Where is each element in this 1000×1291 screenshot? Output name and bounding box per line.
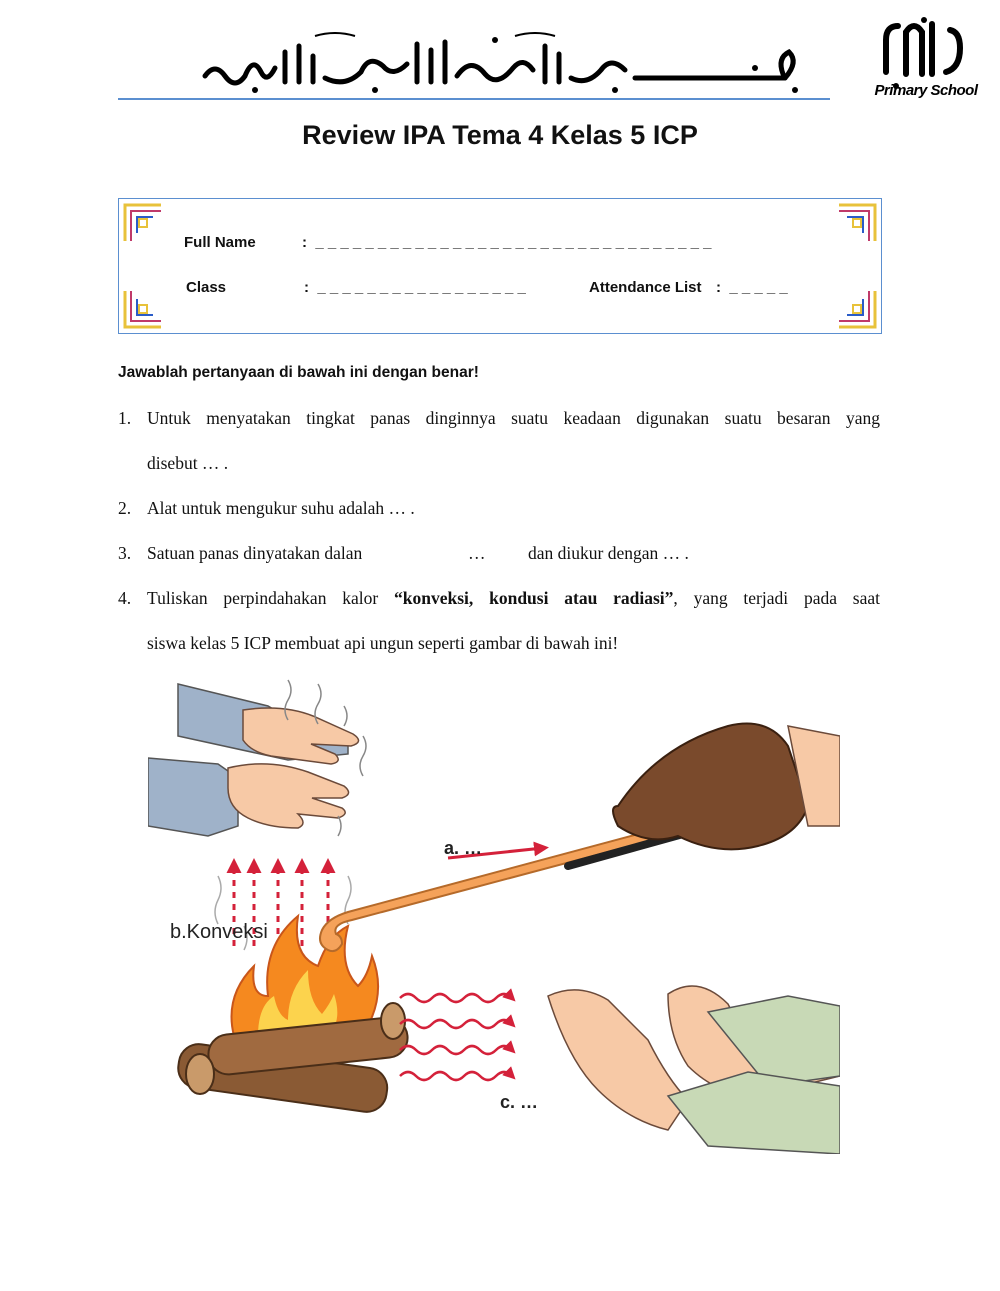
question-1 [118,408,880,478]
question-text-part1: Satuan panas dinyatakan dalan [147,543,363,563]
student-identity-box [118,198,882,334]
hands-over-fire [148,680,366,836]
full-name-field[interactable]: : _ _ _ _ _ _ _ _ _ _ _ _ _ _ _ _ _ _ _ _ _ _ _ _ _ _ _ _ _ _ _ _ [302,234,712,251]
attendance-field[interactable]: : _ _ _ _ _ [716,279,788,296]
question-text-part1: Tuliskan perpindahakan kalor [147,588,379,608]
question-keywords: “konveksi, kondusi atau radiasi” [394,588,674,608]
attendance-label: Attendance List [589,279,702,296]
question-2 [118,498,880,524]
question-number: 1. [118,408,132,428]
class-label: Class [186,279,227,296]
hands-near-fire [548,986,840,1154]
instruction-text: Jawablah pertanyaan di bawah ini dengan benar! [118,364,479,381]
header-divider [118,98,830,100]
question-text-line1: Untuk menyatakan tingkat panas dinginnya suatu keadaan digunakan suatu besaran yang [147,408,880,428]
rod-and-glove [320,724,840,952]
question-text-part3: dan diukur dengan … . [528,543,689,563]
question-4 [118,588,880,658]
corner-ornament-bottom-left [123,289,163,329]
logo-caption: Primary School [874,82,978,99]
corner-ornament-top-right [837,203,877,243]
campfire [176,916,410,1114]
question-text-line2: disebut … . [147,453,229,473]
question-number: 2. [118,498,132,518]
class-field[interactable]: : _ _ _ _ _ _ _ _ _ _ _ _ _ _ _ _ _ [304,279,526,296]
question-text-line1: Alat untuk mengukur suhu adalah … . [147,498,415,518]
full-name-label: Full Name [184,234,256,251]
heat-transfer-illustration [148,676,840,1154]
corner-ornament-bottom-right [837,289,877,329]
corner-ornament-top-left [123,203,163,243]
radiation-waves [400,994,512,1080]
question-number: 4. [118,588,132,608]
question-text-line1 [147,588,880,609]
label-b: b.Konveksi [170,921,268,943]
question-3 [118,543,880,569]
label-a: a. … [444,838,483,858]
question-number: 3. [118,543,132,563]
bismillah-calligraphy [195,32,815,96]
question-text-line2: siswa kelas 5 ICP membuat api ungun seperti gambar di bawah ini! [147,633,619,653]
label-c: c. … [500,1092,539,1112]
question-text-part2: , yang terjadi pada saat [673,588,880,608]
question-blank: … [468,543,486,563]
page-title: Review IPA Tema 4 Kelas 5 ICP [302,120,698,150]
